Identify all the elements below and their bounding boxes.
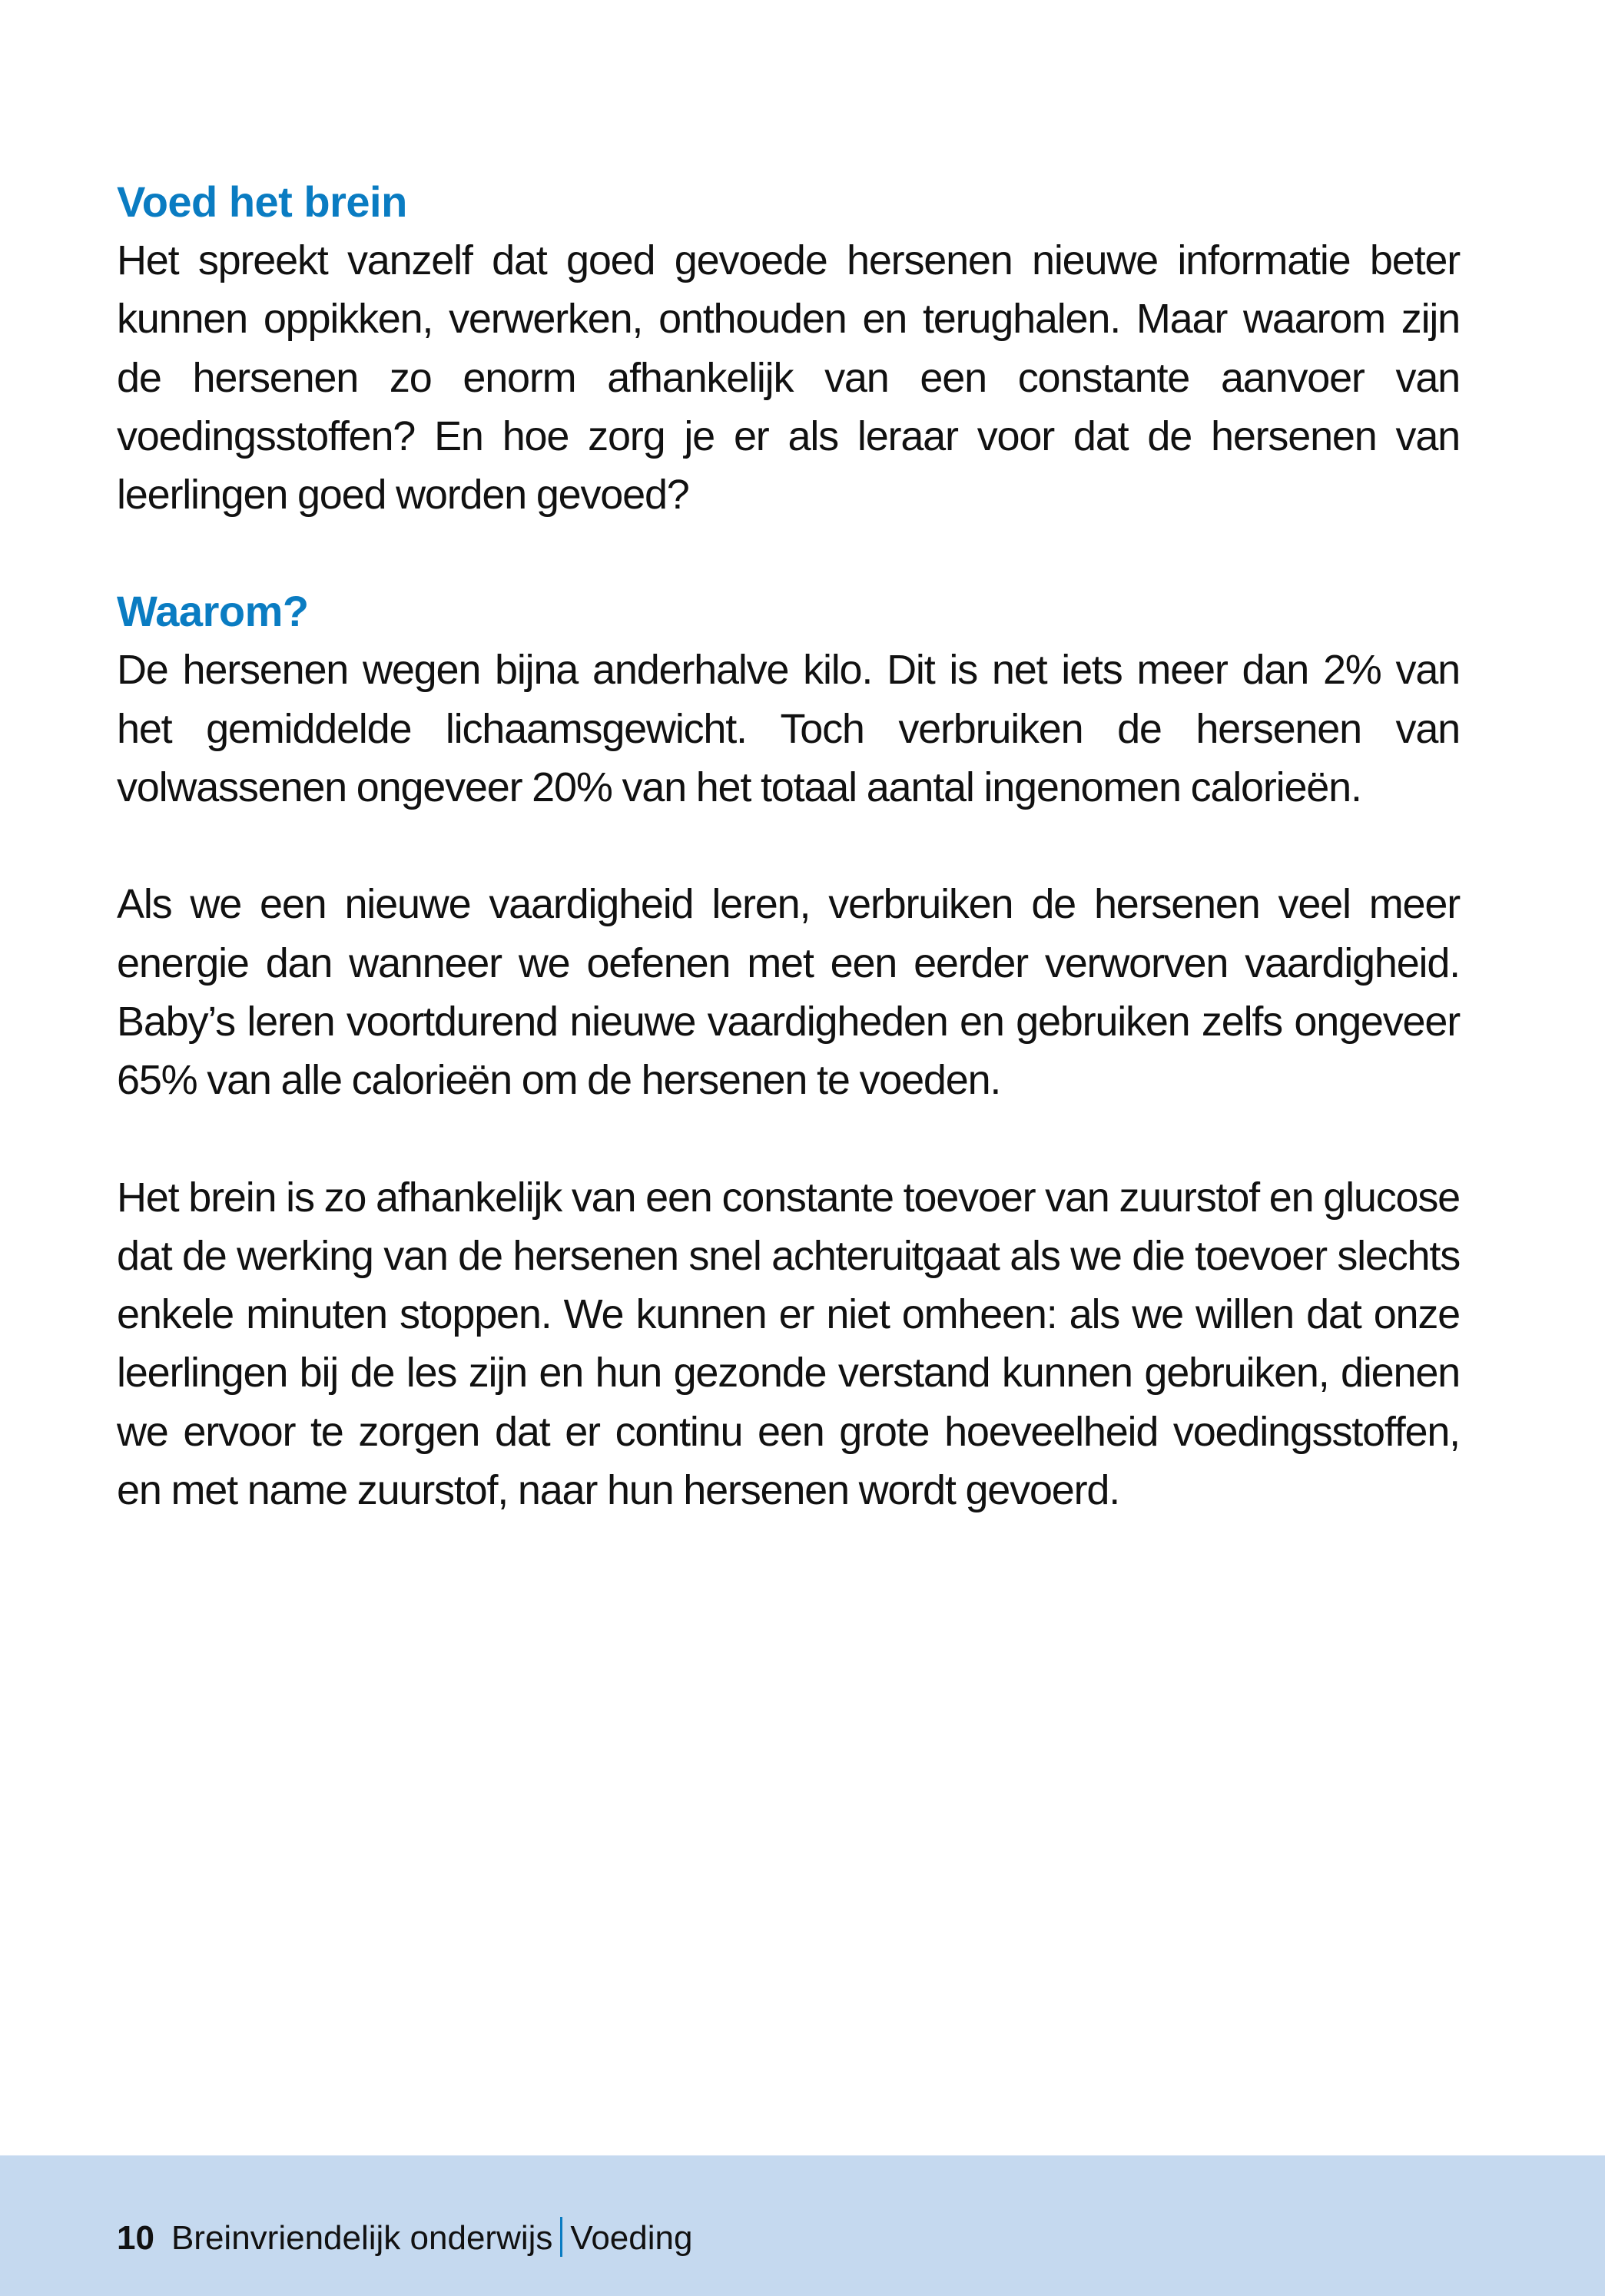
- page-content: [117, 173, 1460, 1519]
- section-heading-waarom: Waarom?: [117, 587, 309, 636]
- page-number: 10: [117, 2219, 154, 2257]
- footer-book-title: Breinvriendelijk onderwijs: [171, 2219, 553, 2257]
- paragraph-oxygen-glucose: Het brein is zo afhankelijk van een constante toevoer van zuurstof en glucose dat de werking van de hersenen snel achteruitgaat als we die toevoer slechts enkele minuten stoppen. We kunnen er niet omheen: als we willen dat onze leerlingen bij de les zijn en hun gezonde verstand kunnen gebruiken, dienen we ervoor te zorgen dat er continu een grote hoeveelheid voedingsstoffen, en met name zuurstof, naar hun hersenen wordt gevoerd.: [117, 1174, 1460, 1514]
- footer-text: [117, 2217, 692, 2258]
- intro-paragraph: Het spreekt vanzelf dat goed gevoede hersenen nieuwe informatie beter kunnen oppikken, verwerken, onthouden en terughalen. Maar waarom zijn de hersenen zo enorm afhankelijk van een constante aanvoer van voedingsstoffen? En hoe zorg je er als leraar voor dat de hersenen van leerlingen goed worden gevoed?: [117, 237, 1460, 519]
- footer-chapter: Voeding: [570, 2219, 693, 2257]
- paragraph-brain-weight: De hersenen wegen bijna anderhalve kilo. Dit is net iets meer dan 2% van het gemiddelde lichaamsgewicht. Toch verbruiken de hersenen van volwassenen ongeveer 20% van het totaal aantal ingenomen calorieën.: [117, 647, 1460, 811]
- page-footer: [0, 2155, 1605, 2296]
- footer-separator: [560, 2217, 562, 2257]
- paragraph-new-skills: Als we een nieuwe vaardigheid leren, verbruiken de hersenen veel meer energie dan wanneer we oefenen met een eerder verworven vaardigheid. Baby’s leren voortdurend nieuwe vaardigheden en gebruiken zelfs ongeveer 65% van alle calorieën om de hersenen te voeden.: [117, 881, 1460, 1104]
- section-heading-voed-het-brein: Voed het brein: [117, 177, 407, 226]
